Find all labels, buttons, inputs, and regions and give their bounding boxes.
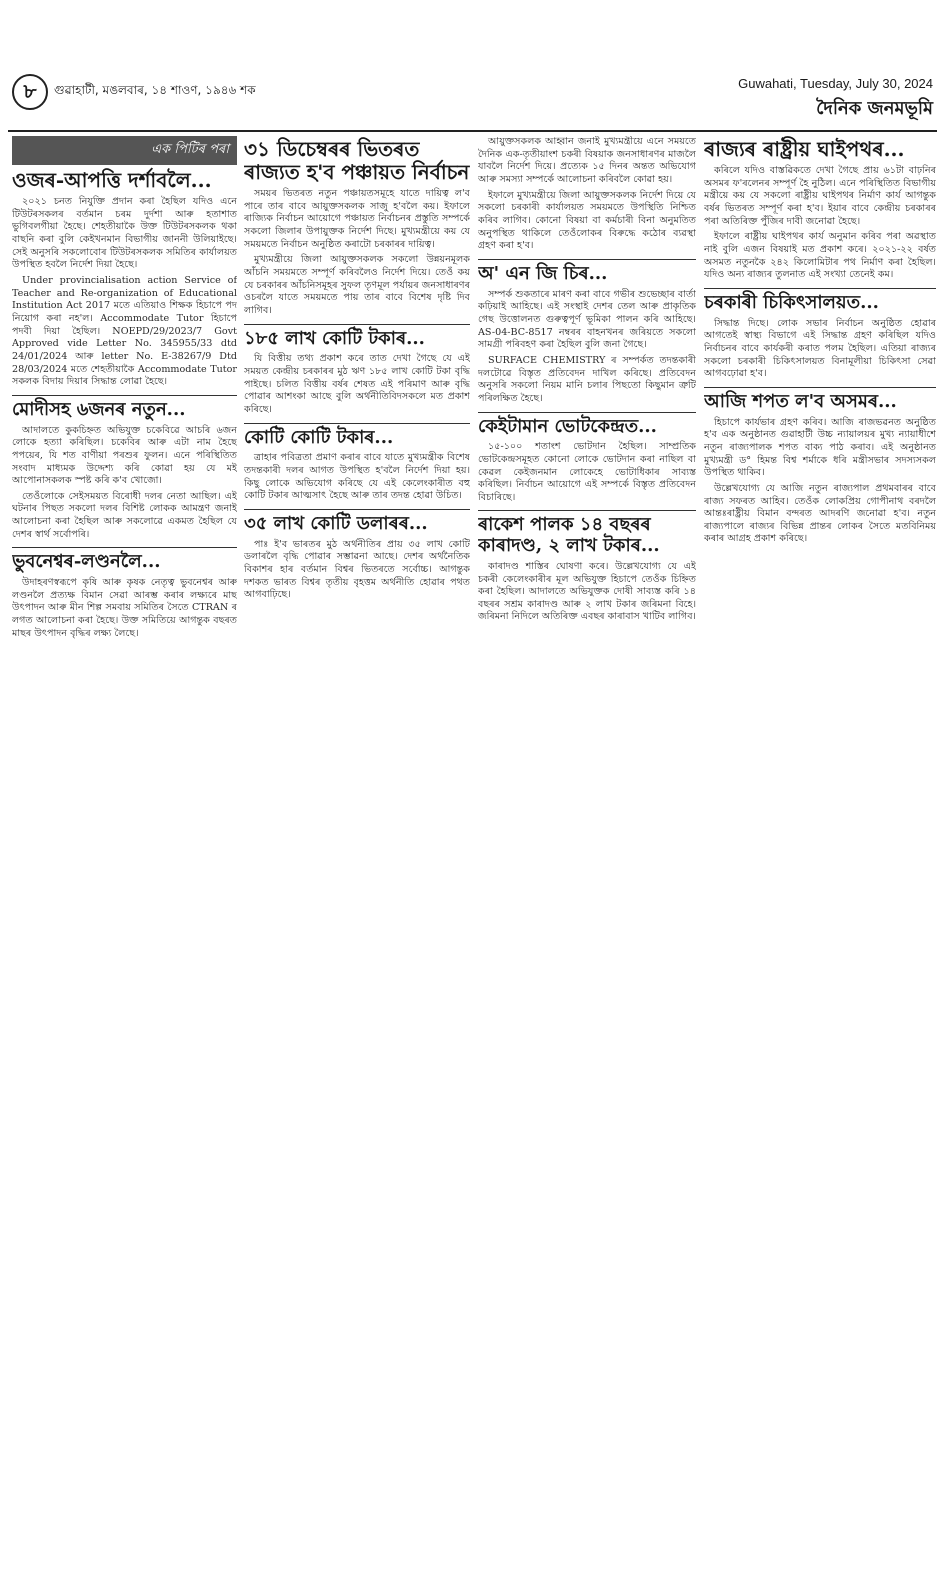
paragraph: যি বিত্তীয় তথ্য প্ৰকাশ কৰে তাত দেখা গৈছে যে এই সময়ত কেন্দ্ৰীয় চৰকাৰৰ মুঠ ঋণ ১৮৫ লাখ কোটি টকা বৃদ্ধি পাইছে। চলিত বিত্তীয় বৰ্ষৰ শেষত এই পৰিমাণ আৰু বৃদ্ধি পোৱাৰ আশংকা আছে বুলি অৰ্থনীতিবিদসকলে মত প্ৰকাশ কৰিছে। bbox=[244, 353, 470, 415]
dateline-english: Guwahati, Tuesday, July 30, 2024 bbox=[738, 76, 933, 91]
paragraph: কৰিলে যদিও বাস্তৱিকতে দেখা গৈছে প্ৰায় ৬১টা বাঢ়নিৰ অসমৰ ফ'ৰলেনৰ সম্পূৰ্ণ হৈ নুঠিল। এনে পৰিস্থিতিত বিভাগীয় মন্ত্ৰীয়ে কয় যে সকলো ৰাষ্ট্ৰীয় ঘাইপথৰ নিৰ্মাণ কাৰ্য আগন্তুক বৰ্ষৰ ভিতৰত সম্পূৰ্ণ কৰা হ'ব। ইয়াৰ বাবে কেন্দ্ৰীয় চৰকাৰৰ পৰা অতিৰিক্ত পুঁজিৰ দাবী জনোৱা হৈছে। bbox=[704, 165, 936, 227]
headline-35-lakh: ৩৫ লাখ কোটি ডলাৰৰ... bbox=[244, 509, 470, 535]
paragraph: ইফালে মুখ্যমন্ত্ৰীয়ে জিলা আয়ুক্তসকলক নিৰ্দেশ দিয়ে যে সকলো চৰকাৰী কাৰ্যালয়ত সময়মতে উপস্থিতি নিশ্চিত কৰিব লাগিব। কোনো বিষয়া বা কৰ্মচাৰী বিনা অনুমতিত অনুপস্থিত থাকিলে তেওঁলোকৰ বিৰুদ্ধে কঠোৰ ব্যৱস্থা গ্ৰহণ কৰা হ'ব। bbox=[478, 189, 696, 252]
article-body bbox=[704, 318, 936, 381]
headline-rakesh-palak: ৰাকেশ পালক ১৪ বছৰৰ কাৰাদণ্ড, ২ লাখ টকাৰ... bbox=[478, 510, 696, 556]
paragraph: কাৰাদণ্ড শাস্তিৰ ঘোষণা কৰে। উল্লেখযোগ্য যে এই চকৰী কেলেংকাৰীৰ মূল অভিযুক্ত হিচাপে তেওঁক চিহ্নিত কৰা হৈছিল। আদালতে অভিযুক্তক দোষী সাব্যস্ত কৰি ১৪ বছৰৰ সশ্ৰম কাৰাদণ্ড আৰু ২ লাখ টকাৰ জৰিমনা বিহে। জৰিমনা নিদিলে অতিৰিক্ত এবছৰ কাৰাবাস খাটিব লাগিব। bbox=[478, 560, 696, 623]
column-3 bbox=[478, 136, 696, 1550]
article-body bbox=[478, 441, 696, 504]
paragraph: মুখ্যমন্ত্ৰীয়ে জিলা আয়ুক্তসকলক সকলো উন্নয়নমূলক আঁচনি সময়মতে সম্পূৰ্ণ কৰিবলৈও নিৰ্দেশ দিয়ে। তেওঁ কয় যে চৰকাৰৰ আঁচনিসমূহৰ সুফল তৃণমূল পৰ্যায়ৰ জনসাধাৰণৰ ওচৰলৈ যাতে সময়মতে পায় তাৰ বাবে বিশেষ দৃষ্টি দিব লাগিব। bbox=[244, 254, 470, 316]
paragraph: সম্পৰ্ক শুকতাৰে মাৰণ কৰা বাবে গভীৰ শুভেচ্ছাৰ বাৰ্তা কঢ়িয়াই আহিছে। এই সংস্থাই দেশৰ তেল আৰু প্ৰাকৃতিক গেছ উত্তোলনত গুৰুত্বপূৰ্ণ ভূমিকা পালন কৰি আহিছে। AS-04-BC-8517 নম্বৰৰ বাহনখনৰ জৰিয়তে সকলো সামগ্ৰী পৰিবহণ কৰা হৈছিল বুলি জনা গৈছে। bbox=[478, 288, 696, 351]
article-body bbox=[478, 561, 696, 624]
article-body bbox=[244, 353, 470, 416]
headline-koti-koti: কোটি কোটি টকাৰ... bbox=[244, 423, 470, 449]
paragraph: SURFACE CHEMISTRY ৰ সম্পৰ্কত তদন্তকাৰী দলটোৱে বিস্তৃত প্ৰতিবেদন দাখিল কৰিছে। প্ৰতিবেদন অনুসৰি সকলো নিয়ম মানি চলাৰ পিছতো কিছুমান ত্ৰুটি পৰিলক্ষিত হৈছে। bbox=[478, 354, 696, 404]
dateline-assamese: গুৱাহাটী, মঙলবাৰ, ১৪ শাওণ, ১৯৪৬ শক bbox=[54, 83, 256, 97]
headline-objection: ওজৰ-আপত্তি দৰ্শাবলৈ... bbox=[12, 168, 212, 192]
article-body bbox=[12, 425, 237, 542]
article-body bbox=[704, 417, 936, 547]
page-header bbox=[8, 70, 937, 132]
paragraph: পাঃ ই'ব ভাৰতৰ মুঠ অৰ্থনীতিৰ প্ৰায় ৩৫ লাখ কোটি ডলাৰলৈ বৃদ্ধি পোৱাৰ সম্ভাৱনা আছে। দেশৰ অৰ্থনৈতিক বিকাশৰ হাৰ বৰ্তমান বিশ্বৰ ভিতৰতে সৰ্বোচ্চ। আগন্তুক দশকত ভাৰত বিশ্বৰ তৃতীয় বৃহত্তম অৰ্থনীতি হোৱাৰ পথত আগবাঢ়িছে। bbox=[244, 538, 470, 601]
headline-govt-hospital: চৰকাৰী চিকিৎসালয়ত... bbox=[704, 288, 936, 314]
paragraph: সময়ৰ ভিতৰত নতুন পঞ্চায়তসমূহে যাতে দায়িত্ব ল'ব পাৰে তাৰ বাবে আয়ুক্তসকলক সাজু হ'বলৈ কয়। ইফালে ৰাজ্যিক নিৰ্বাচন আয়োগে পঞ্চায়ত নিৰ্বাচনৰ প্ৰস্তুতি সম্পৰ্কে সকলো জিলাৰ উপায়ুক্তক নিৰ্দেশ দিছে। মুখ্যমন্ত্ৰীয়ে কয় যে সময়মতে নিৰ্বাচন অনুষ্ঠিত কৰাটো চৰকাৰৰ দায়িত্ব। bbox=[244, 188, 470, 250]
headline-polling-booths: কেইটামান ভোটকেন্দ্ৰত... bbox=[478, 412, 696, 438]
headline-185-lakh: ১৮৫ লাখ কোটি টকাৰ... bbox=[244, 324, 470, 350]
column-4 bbox=[704, 136, 936, 1550]
paragraph: ১৫-১০০ শতাংশ ভোটদান হৈছিল। সাম্প্ৰতিক ভোটকেন্দ্ৰসমূহত কোনো লোকে ভোটদান কৰা নাছিল বা কেৱল কেইজনমান লোকেহে ভোটাধিকাৰ সাব্যস্ত কৰিছিল। নিৰ্বাচন আয়োগে এই সম্পৰ্কে বিস্তৃত প্ৰতিবেদন বিচাৰিছে। bbox=[478, 441, 696, 503]
paragraph: ইফালে ৰাষ্ট্ৰীয় ঘাইপথৰ কাৰ্য অনুমান কৰিব পৰা অৱস্থাত নাই বুলি এজন বিষয়াই মত প্ৰকাশ কৰে। ২০২১-২২ বৰ্ষত অসমত নতুনকৈ ২৪২ কিলোমিটাৰ পথ নিৰ্মাণ কৰা হৈছিল। যদিও অন্য ৰাজ্যৰ তুলনাত এই সংখ্যা তেনেই কম। bbox=[704, 231, 936, 281]
headline-panchayat: ৩১ ডিচেম্বৰৰ ভিতৰত ৰাজ্যত হ'ব পঞ্চায়ত নিৰ্বাচন bbox=[244, 137, 470, 184]
paragraph: তেওঁলোকে সেইসময়ত বিৰোধী দলৰ নেতা আছিল। এই ঘটনাৰ পিছত সকলো দলৰ বিশিষ্ট লোকক আমন্ত্ৰণ জনাই আলোচনা কৰা হৈছিল আৰু সকলোৱে একমত হৈছিল যে দেশৰ স্বাৰ্থ সৰ্বোপৰি। bbox=[12, 490, 237, 540]
paragraph: আদালতে কুকচিহ্নত অভিযুক্ত চকেবিৱে আচৰি ৬জন লোকে হত্যা কৰিছিল। চকেবিৰ আৰু এটা নাম হৈছে পপয়েৰ, যি শত বাণীয়া পৰশুৰ ফুলন। এনে পৰিস্থিতিত সংবাদ মাধ্যমক উদ্দেশ্য কৰি কোৱা হয় যে মই আপোনাসকলক স্পষ্ট কৰি ক'ব খোজো। bbox=[12, 424, 237, 487]
paragraph: Under provincialisation action Service of Teacher and Re-organization of Educational Institution Act 2017 মতে এতিয়াও শিক্ষক হিচাপে পদ নিয়োগ কৰা নহ'ল। Accommodate Tutor হিচাপে পদবী দিয়া হৈছিল। NOEPD/29/2023/7 Govt Approved vide Letter No. 345955/33 dtd 24/01/2024 আৰু letter No. E-38267/9 Dtd 28/03/2024 মতে শেহতীয়াকৈ Accommodate Tutor সকলক বিদায় দিয়াৰ সিদ্ধান্ত লোৱা হৈছে। bbox=[12, 274, 237, 388]
headline-oath: আজি শপত ল'ব অসমৰ... bbox=[704, 387, 936, 413]
headline-ongc: অ' এন জি চিৰ... bbox=[478, 259, 696, 285]
headline-modi: মোদীসহ ৬জনৰ নতুন... bbox=[12, 395, 237, 421]
article-body bbox=[12, 196, 237, 389]
paragraph: উদাহৰণস্বৰূপে কৃষি আৰু কৃষক নেতৃত্ব ভুবনেশ্বৰ আৰু লণ্ডনলৈ প্ৰত্যক্ষ বিমান সেৱা আৰম্ভ কৰাৰ লক্ষ্যৰে মাছ উৎপাদন আৰু মীন শিল্প সমবায় সমিতিৰ সৈতে CTRAN ৰ লগত আলোচনা কৰা হৈছে। উক্ত সমিতিয়ে আগন্তুক বছৰত মাছৰ উৎপাদন বৃদ্ধিৰ লক্ষ্য লৈছে। bbox=[12, 577, 237, 639]
paragraph: আয়ুক্তসকলক আহ্বান জনাই মুখ্যমন্ত্ৰীয়ে এনে সময়তে দৈনিক এক-তৃতীয়াংশ চকৰী বিষয়াক জনসাধাৰণৰ মাজলৈ যাবলৈ নিৰ্দেশ দিয়ে। প্ৰত্যেক ১৫ দিনৰ অন্তত অভিযোগ আৰু সমস্যা সম্পৰ্কে আলোচনা কৰিবলৈ কোৱা হয়। bbox=[478, 136, 696, 185]
headline-bhubaneswar: ভুবনেশ্বৰ-লণ্ডনলৈ... bbox=[12, 547, 237, 573]
article-body bbox=[478, 289, 696, 406]
paragraph: ত্ৰাহাৰ পবিত্ৰতা প্ৰমাণ কৰাৰ বাবে যাতে মুখ্যমন্ত্ৰীক বিশেষ তদন্তকাৰী দলৰ আগত উপস্থিত হ'বলৈ নিৰ্দেশ দিয়া হয়। কিছু লোকে অভিযোগ কৰিছে যে এই কেলেংকাৰীত বহু কোটি টকাৰ আত্মসাৎ হৈছে আৰু তাৰ তদন্ত হোৱা উচিত। bbox=[244, 452, 470, 502]
paragraph: হিচাপে কাৰ্যভাৰ গ্ৰহণ কৰিব। আজি ৰাজভৱনত অনুষ্ঠিত হ'ব এক অনুষ্ঠানত গুৱাহাটী উচ্চ ন্যায়ালয়ৰ মুখ্য ন্যায়াধীশে নতুন ৰাজ্যপালক শপত বাক্য পাঠ কৰাব। এই অনুষ্ঠানত মুখ্যমন্ত্ৰী ড° হিমন্ত বিশ্ব শৰ্মাকে ধৰি মন্ত্ৰীসভাৰ সদস্যসকল উপস্থিত থাকিব। bbox=[704, 416, 936, 479]
paragraph: উল্লেখযোগ্য যে আজি নতুন ৰাজ্যপাল প্ৰথমবাৰৰ বাবে ৰাজ্য সফৰত আহিব। তেওঁক লোকপ্ৰিয় গোপীনাথ বৰদলৈ আন্তঃৰাষ্ট্ৰীয় বিমান বন্দৰত আদৰণি জনোৱা হ'ব। নতুন ৰাজ্যপালে ৰাজ্যৰ বিভিন্ন প্ৰান্তৰ লোকৰ সৈতে মতবিনিময় কৰাৰ আগ্ৰহ প্ৰকাশ কৰিছে। bbox=[704, 482, 936, 545]
paragraph: ২০২১ চনত নিযুক্তি প্ৰদান কৰা হৈছিল যদিও এনে টিউটৰসকলৰ বৰ্তমান চৰম দুৰ্দশা আৰু হতাশাত ভুগিবলগীয়া হৈছে। শেহতীয়াকৈ উক্ত টিউটৰসকলক থকা বাছনি কৰা বুলি কেইখনমান বিভাগীয় জাননী উলিয়াইছে। সেই অনুসৰি সকলোবোৰ টিউটৰসকলক সমিতিৰ কাৰ্যালয়ত উপস্থিত হবলৈ নিৰ্দেশ দিয়া হৈছে। bbox=[12, 196, 237, 271]
newspaper-name: দৈনিক জনমভূমি bbox=[816, 98, 933, 119]
column-2 bbox=[244, 136, 470, 1550]
article-body bbox=[704, 165, 936, 282]
article-body bbox=[244, 539, 470, 602]
article-body bbox=[244, 452, 470, 503]
kicker-label: এক পিটিৰ পৰা bbox=[12, 136, 237, 165]
article-body bbox=[12, 577, 237, 640]
page-number: ৮ bbox=[12, 74, 48, 110]
paragraph: সিদ্ধান্ত দিছে। লোক সভাৰ নিৰ্বাচন অনুষ্ঠিত হোৱাৰ আগতেই স্বাস্থ্য বিভাগে এই সিদ্ধান্ত গ্ৰহণ কৰিছিল যদিও নিৰ্বাচনৰ বাবে কাৰ্যকৰী কৰাত পলম হৈছিল। এতিয়া ৰাজ্যৰ সকলো চৰকাৰী চিকিৎসালয়ত বিনামূলীয়া চিকিৎসা সেৱা আগবঢ়োৱা হ'ব। bbox=[704, 317, 936, 380]
article-body bbox=[244, 188, 470, 318]
headline-national-highway: ৰাজ্যৰ ৰাষ্ট্ৰীয় ঘাইপথৰ... bbox=[704, 137, 905, 161]
article-body bbox=[478, 136, 696, 253]
column-1 bbox=[12, 136, 237, 1550]
